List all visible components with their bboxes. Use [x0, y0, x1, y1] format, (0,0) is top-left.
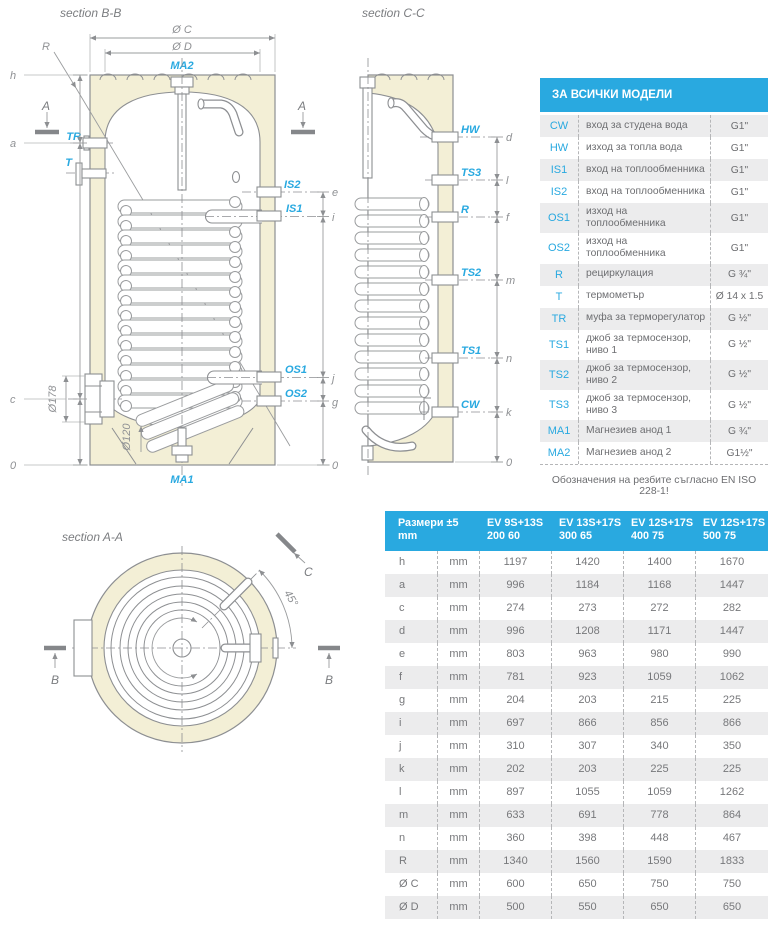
- table-row: [540, 137, 768, 159]
- tick-i: i: [332, 212, 335, 224]
- connection-desc: джоб за термосензор, ниво 3: [578, 390, 710, 420]
- connection-code: TR: [551, 312, 567, 325]
- connection-size: G ½": [710, 360, 768, 390]
- bb-top-dimensions: [90, 24, 275, 72]
- table-row: [540, 286, 768, 308]
- label-c-cut: C: [304, 565, 313, 579]
- table-row: [540, 330, 768, 360]
- tick-k: k: [506, 407, 512, 419]
- header-model-2: EV 13S+17S 300 65: [559, 517, 622, 543]
- connection-size: G1": [710, 115, 768, 137]
- tick-n: n: [506, 353, 513, 365]
- table-row: [540, 360, 768, 390]
- label-r-recirc: R: [461, 204, 469, 216]
- tick-l: l: [506, 175, 509, 187]
- table-row: c mm 274 273 272 282: [385, 597, 768, 620]
- connection-size: G1": [710, 159, 768, 181]
- connection-code: CW: [549, 120, 569, 132]
- table-row: n mm 360 398 448 467: [385, 827, 768, 850]
- connection-desc: вход за студена вода: [578, 115, 710, 137]
- label-oc: Ø C: [172, 24, 192, 36]
- tick-h: h: [10, 70, 17, 82]
- connection-size: G ¾": [710, 264, 768, 286]
- connections-table-title: ЗА ВСИЧКИ МОДЕЛИ: [540, 78, 768, 112]
- tick-a: a: [10, 138, 17, 150]
- connection-desc: джоб за термосензор, ниво 2: [578, 360, 710, 390]
- tick-f: f: [506, 212, 510, 224]
- label-od: Ø D: [172, 41, 192, 53]
- table-row: Ø D mm 500 550 650 650: [385, 896, 768, 919]
- connection-size: G ½": [710, 390, 768, 420]
- label-is2: IS2: [284, 179, 301, 191]
- dimensions-table-header: [385, 511, 768, 551]
- tick-0: 0: [506, 457, 513, 469]
- label-is1: IS1: [286, 203, 303, 215]
- tick-j: j: [332, 373, 335, 385]
- label-b-right: B: [324, 673, 334, 687]
- section-cc-diagram: [355, 6, 515, 478]
- section-aa-title: section A-A: [62, 530, 123, 544]
- section-bb-diagram: [10, 6, 339, 486]
- connection-desc: Магнезиев анод 1: [578, 420, 710, 442]
- aa-tank-top-view: [72, 546, 296, 752]
- table-row: [540, 233, 768, 263]
- label-hw: HW: [461, 124, 480, 136]
- connection-desc: джоб за термосензор, ниво 1: [578, 330, 710, 360]
- label-45deg: 45°: [281, 588, 300, 609]
- table-row: [540, 115, 768, 137]
- dimensions-table: [385, 511, 768, 919]
- connection-desc: термометър: [578, 286, 710, 308]
- connection-size: G1½": [710, 442, 768, 464]
- connection-size: G ½": [710, 330, 768, 360]
- section-cc-title: section C-C: [362, 6, 425, 20]
- connection-code: T: [555, 290, 563, 303]
- connection-code: R: [555, 268, 563, 281]
- connection-code: MA2: [547, 447, 571, 460]
- label-d178: Ø178: [47, 385, 59, 413]
- cc-dimension-chain: [455, 132, 515, 469]
- label-os1: OS1: [285, 364, 308, 376]
- table-row: [540, 308, 768, 330]
- table-row: j mm 310 307 340 350: [385, 735, 768, 758]
- connection-code: TS2: [548, 368, 570, 381]
- label-cw: CW: [461, 399, 480, 411]
- connection-code: OS2: [547, 242, 570, 255]
- table-row: [540, 181, 768, 203]
- table-row: [540, 264, 768, 286]
- label-d120: Ø120: [121, 423, 133, 451]
- connection-code: IS2: [550, 186, 568, 198]
- table-row: f mm 781 923 1059 1062: [385, 666, 768, 689]
- connection-size: G1": [710, 233, 768, 263]
- table-row: R mm 1340 1560 1590 1833: [385, 850, 768, 873]
- table-row: [540, 159, 768, 181]
- table-row: e mm 803 963 980 990: [385, 643, 768, 666]
- connection-size: G1": [710, 137, 768, 159]
- label-t: T: [65, 157, 72, 169]
- label-tr: TR: [66, 131, 81, 143]
- thread-standard-note: Обозначения на резбите съгласно EN ISO 228-1!: [551, 475, 757, 498]
- table-row: k mm 202 203 225 225: [385, 758, 768, 781]
- connection-desc: вход на топлообменника: [578, 181, 710, 203]
- connection-size: Ø 14 x 1.5: [710, 286, 768, 308]
- header-dimensions: Размери ±5 mm: [398, 517, 459, 543]
- connection-size: G ½": [710, 308, 768, 330]
- table-row: Ø C mm 600 650 750 750: [385, 873, 768, 896]
- label-a-left: A: [42, 99, 51, 113]
- label-ts3: TS3: [461, 167, 482, 179]
- header-model-3: EV 12S+17S 400 75: [631, 517, 694, 543]
- connection-code: OS1: [547, 212, 570, 225]
- tick-0-right: 0: [332, 460, 339, 472]
- table-row: i mm 697 866 856 866: [385, 712, 768, 735]
- table-row: h mm 1197 1420 1400 1670: [385, 551, 768, 574]
- tick-0-left: 0: [10, 460, 17, 472]
- connection-size: G1": [710, 181, 768, 203]
- connection-desc: изход на топлообменника: [578, 203, 710, 233]
- table-row: [540, 390, 768, 420]
- label-ts2: TS2: [461, 267, 482, 279]
- label-ts1: TS1: [461, 345, 482, 357]
- connections-table: [540, 78, 768, 497]
- connection-size: G ¾": [710, 420, 768, 442]
- connection-size: G1": [710, 203, 768, 233]
- label-ma1: MA1: [170, 474, 194, 486]
- table-row: [540, 442, 768, 464]
- connection-desc: изход за топла вода: [578, 137, 710, 159]
- bb-right-dimension-chain: [277, 187, 339, 472]
- label-b-left: B: [50, 673, 60, 687]
- connection-code: TS1: [548, 338, 570, 351]
- connection-desc: изход на топлообменника: [578, 233, 710, 263]
- table-row: d mm 996 1208 1171 1447: [385, 620, 768, 643]
- header-model-4: EV 12S+17S 500 75: [703, 517, 766, 543]
- connection-desc: вход на топлообменника: [578, 159, 710, 181]
- connection-code: MA1: [547, 425, 571, 438]
- header-model-1: EV 9S+13S 200 60: [487, 517, 544, 543]
- table-row: m mm 633 691 778 864: [385, 804, 768, 827]
- label-a-right: A: [298, 99, 307, 113]
- connection-desc: рециркулация: [578, 264, 710, 286]
- connection-code: HW: [549, 142, 569, 154]
- connection-desc: Магнезиев анод 2: [578, 442, 710, 464]
- table-row: l mm 897 1055 1059 1262: [385, 781, 768, 804]
- tick-c: c: [10, 394, 16, 406]
- dimensions-table-body: [385, 551, 768, 919]
- table-row: [540, 203, 768, 233]
- tick-e: e: [332, 187, 339, 199]
- label-r: R: [42, 41, 50, 53]
- table-row: g mm 204 203 215 225: [385, 689, 768, 712]
- connections-table-body: [540, 115, 768, 465]
- table-row: [540, 420, 768, 442]
- section-aa-diagram: [44, 530, 340, 752]
- label-ma2: MA2: [170, 60, 194, 72]
- label-os2: OS2: [285, 388, 308, 400]
- tick-g: g: [332, 397, 339, 409]
- tick-m: m: [506, 275, 516, 287]
- tick-d: d: [506, 132, 513, 144]
- connection-code: TS3: [548, 399, 570, 412]
- connection-code: IS1: [550, 164, 568, 176]
- section-bb-title: section B-B: [60, 6, 122, 20]
- table-row: a mm 996 1184 1168 1447: [385, 574, 768, 597]
- connection-desc: муфа за терморегулатор: [578, 308, 710, 330]
